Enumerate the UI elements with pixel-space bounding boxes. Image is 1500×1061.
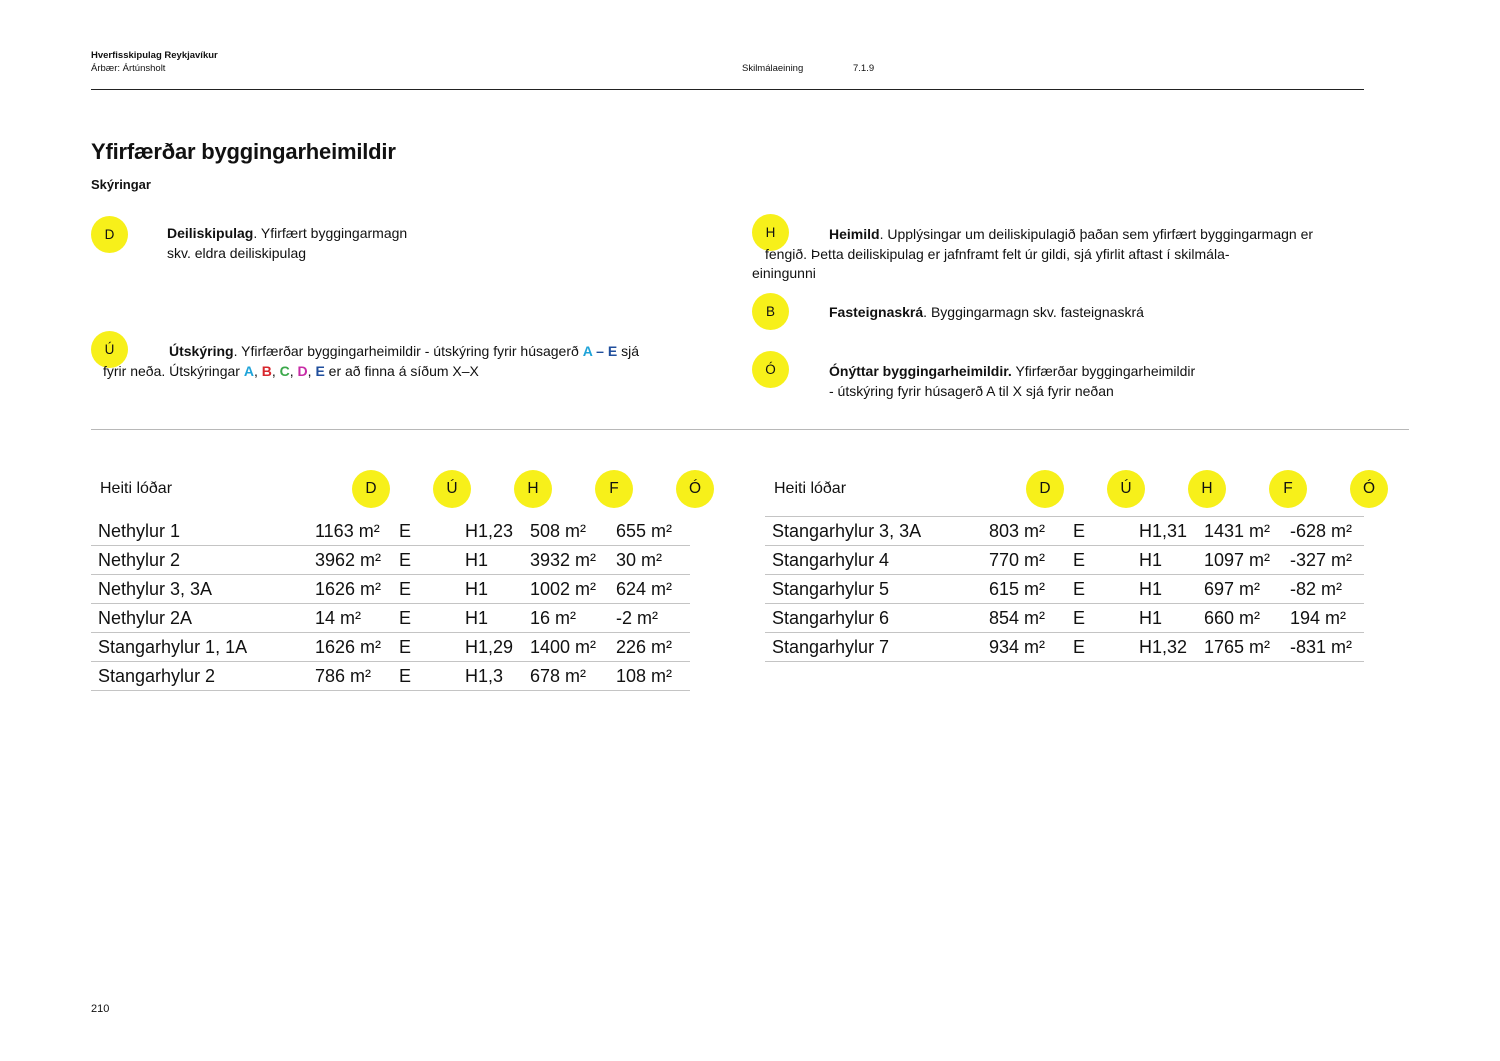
cell-h: H1	[465, 608, 489, 628]
cell-name: Nethylur 2A	[98, 608, 193, 628]
legend-letter-d: D	[297, 363, 308, 379]
table-right-header-o: Ó	[1350, 470, 1388, 508]
cell-f: 678 m²	[530, 666, 587, 686]
header-subtitle: Árbær: Ártúnsholt	[91, 63, 166, 74]
cell-u: E	[399, 608, 412, 628]
cell-name: Nethylur 1	[98, 521, 181, 541]
legend-badge-b: B	[752, 293, 789, 330]
table-right-name-header: Heiti lóðar	[774, 480, 847, 497]
cell-h: H1,3	[465, 666, 504, 686]
cell-d: 1626 m²	[315, 637, 382, 657]
table-row	[91, 604, 690, 633]
legend-text-u-part1: . Yfirfærðar byggingarheimildir - útskýring fyrir húsagerð	[233, 343, 583, 359]
table-right-header-d: D	[1026, 470, 1064, 508]
cell-u: E	[399, 637, 412, 657]
cell-d: 803 m²	[989, 521, 1046, 541]
cell-name: Nethylur 2	[98, 550, 181, 570]
section-divider	[91, 429, 1409, 430]
table-row	[91, 662, 690, 691]
cell-h: H1,23	[465, 521, 514, 541]
cell-d: 14 m²	[315, 608, 362, 628]
legend-term-d: Deiliskipulag	[167, 225, 254, 241]
cell-f: 16 m²	[530, 608, 577, 628]
cell-d: 615 m²	[989, 579, 1046, 599]
cell-f: 508 m²	[530, 521, 587, 541]
legend-text-h-line2: fengið. Þetta deiliskipulag er jafnframt felt úr gildi, sjá yfirlit aftast í skilmála-	[765, 246, 1230, 262]
table-right-header-f: F	[1269, 470, 1307, 508]
legend-badge-u: Ú	[91, 331, 128, 368]
legend-letter-a: A	[582, 343, 593, 359]
table-left-header-h: H	[514, 470, 552, 508]
legend-term-h: Heimild	[829, 226, 880, 242]
page-number: 210	[91, 1003, 110, 1015]
page-title: Yfirfærðar byggingarheimildir	[91, 139, 396, 164]
legend-letter-e-2: E	[315, 363, 325, 379]
table-row	[765, 546, 1364, 575]
cell-d: 1626 m²	[315, 579, 382, 599]
cell-u: E	[399, 550, 412, 570]
cell-o: -831 m²	[1290, 637, 1353, 657]
table-right-header-h: H	[1188, 470, 1226, 508]
table-row	[765, 575, 1364, 604]
cell-h: H1,31	[1139, 521, 1188, 541]
table-row	[91, 546, 690, 575]
header-divider	[91, 89, 1364, 90]
table-left-header-o: Ó	[676, 470, 714, 508]
cell-name: Stangarhylur 6	[772, 608, 890, 628]
legend-item-u-line2: fyrir neða. Útskýringar A, B, C, D, E er að finna á síðum X–X	[103, 363, 479, 379]
table-row	[91, 633, 690, 662]
cell-o: 624 m²	[616, 579, 673, 599]
cell-name: Stangarhylur 4	[772, 550, 890, 570]
cell-u: E	[399, 521, 412, 541]
cell-u: E	[1073, 637, 1086, 657]
table-left-header-u: Ú	[433, 470, 471, 508]
cell-o: -628 m²	[1290, 521, 1353, 541]
cell-name: Stangarhylur 5	[772, 579, 890, 599]
legend-term-b: Fasteignaskrá	[829, 304, 924, 320]
header-section: Skilmálaeining	[742, 63, 804, 74]
cell-f: 3932 m²	[530, 550, 597, 570]
legend-text-u-line2-end: er að finna á síðum X–X	[324, 363, 479, 379]
table-right	[765, 516, 1364, 662]
header-title: Hverfisskipulag Reykjavíkur	[91, 50, 218, 61]
cell-o: -2 m²	[616, 608, 658, 628]
table-left	[91, 517, 690, 691]
legend-heading: Skýringar	[91, 177, 151, 192]
legend-text-d-line2: skv. eldra deiliskipulag	[167, 245, 307, 261]
cell-name: Nethylur 3, 3A	[98, 579, 213, 599]
cell-f: 660 m²	[1204, 608, 1261, 628]
legend-item-u-line1	[169, 341, 639, 361]
cell-u: E	[1073, 521, 1086, 541]
legend-term-o: Ónýttar byggingarheimildir.	[829, 363, 1012, 379]
legend-text-o-line1: Yfirfærðar byggingarheimildir	[1011, 363, 1196, 379]
legend-text-d-line1: . Yfirfært byggingarmagn	[253, 225, 408, 241]
cell-name: Stangarhylur 3, 3A	[772, 521, 922, 541]
legend-item-d	[167, 223, 407, 263]
cell-o: -327 m²	[1290, 550, 1353, 570]
cell-h: H1	[1139, 550, 1163, 570]
cell-h: H1	[1139, 608, 1163, 628]
legend-text-h-line3: einingunni	[752, 265, 816, 281]
cell-o: 655 m²	[616, 521, 673, 541]
cell-d: 786 m²	[315, 666, 372, 686]
legend-dash: –	[592, 343, 608, 359]
legend-letter-c: C	[279, 363, 290, 379]
table-row	[765, 604, 1364, 633]
legend-item-o	[829, 361, 1195, 401]
table-left-header-f: F	[595, 470, 633, 508]
cell-f: 1765 m²	[1204, 637, 1271, 657]
cell-name: Stangarhylur 7	[772, 637, 890, 657]
cell-o: 194 m²	[1290, 608, 1347, 628]
table-row	[91, 575, 690, 604]
cell-d: 934 m²	[989, 637, 1046, 657]
cell-h: H1	[1139, 579, 1163, 599]
cell-o: 226 m²	[616, 637, 673, 657]
cell-f: 1400 m²	[530, 637, 597, 657]
cell-h: H1	[465, 579, 489, 599]
cell-h: H1,32	[1139, 637, 1188, 657]
cell-h: H1	[465, 550, 489, 570]
cell-o: 108 m²	[616, 666, 673, 686]
legend-text-u-line2-start: fyrir neða. Útskýringar	[103, 363, 244, 379]
cell-d: 854 m²	[989, 608, 1046, 628]
cell-f: 1431 m²	[1204, 521, 1271, 541]
legend-letter-b: B	[261, 363, 272, 379]
cell-u: E	[1073, 579, 1086, 599]
table-row	[91, 517, 690, 546]
table-row	[765, 516, 1364, 546]
cell-u: E	[1073, 550, 1086, 570]
cell-d: 3962 m²	[315, 550, 382, 570]
table-row	[765, 633, 1364, 662]
legend-badge-o: Ó	[752, 351, 789, 388]
cell-name: Stangarhylur 2	[98, 666, 216, 686]
legend-text-h-line1: . Upplýsingar um deiliskipulagið þaðan sem yfirfært byggingarmagn er	[879, 226, 1314, 242]
legend-item-b	[829, 302, 1144, 322]
legend-badge-h: H	[752, 214, 789, 251]
legend-item-h-line1	[829, 224, 1313, 244]
cell-u: E	[1073, 608, 1086, 628]
cell-f: 697 m²	[1204, 579, 1261, 599]
cell-f: 1002 m²	[530, 579, 597, 599]
legend-letter-a-2: A	[243, 363, 254, 379]
cell-h: H1,29	[465, 637, 514, 657]
cell-o: 30 m²	[616, 550, 663, 570]
cell-u: E	[399, 579, 412, 599]
legend-term-u: Útskýring	[169, 343, 234, 359]
table-left-header-d: D	[352, 470, 390, 508]
legend-text-b: . Byggingarmagn skv. fasteignaskrá	[923, 304, 1144, 320]
table-left-name-header: Heiti lóðar	[100, 480, 173, 497]
header-section-number: 7.1.9	[853, 63, 875, 74]
cell-d: 770 m²	[989, 550, 1046, 570]
cell-name: Stangarhylur 1, 1A	[98, 637, 248, 657]
cell-o: -82 m²	[1290, 579, 1343, 599]
cell-d: 1163 m²	[315, 521, 380, 541]
cell-u: E	[399, 666, 412, 686]
legend-text-o-line2: - útskýring fyrir húsagerð A til X sjá fyrir neðan	[829, 383, 1114, 399]
cell-f: 1097 m²	[1204, 550, 1271, 570]
legend-badge-d: D	[91, 216, 128, 253]
table-right-header-u: Ú	[1107, 470, 1145, 508]
legend-text-u-part2: sjá	[617, 343, 639, 359]
legend-letter-e: E	[607, 343, 618, 359]
